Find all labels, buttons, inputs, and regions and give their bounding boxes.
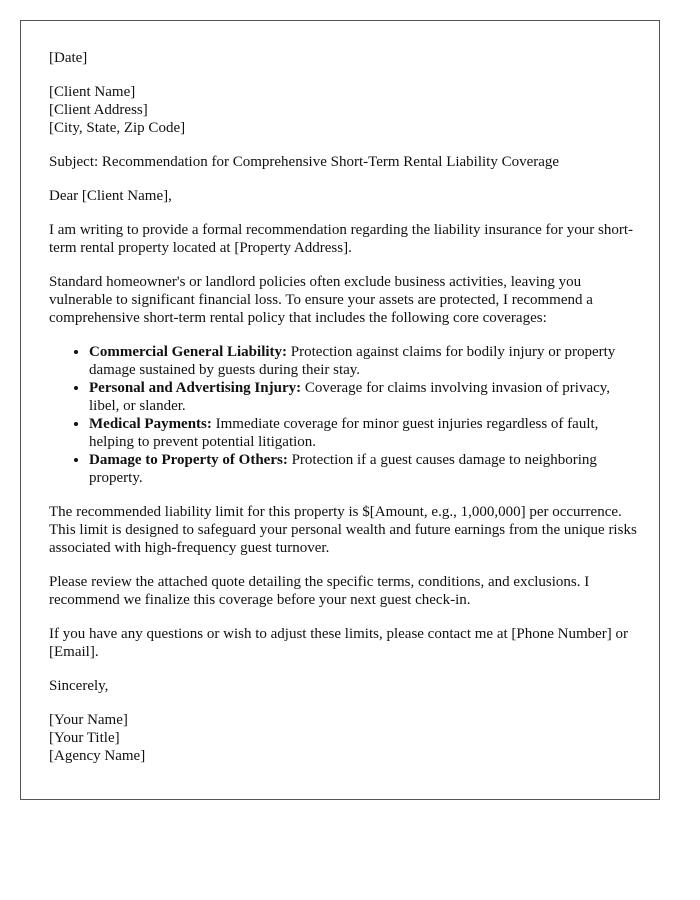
letter-salutation: Dear [Client Name], <box>49 188 172 204</box>
coverage-term: Commercial General Liability: <box>89 344 288 360</box>
letter-frame <box>20 20 660 800</box>
signature-name: [Your Name] <box>49 712 128 728</box>
coverage-item <box>89 451 639 487</box>
letter-date: [Date] <box>49 50 88 66</box>
coverage-item <box>89 415 639 451</box>
signature-block <box>49 711 639 765</box>
recipient-city-state-zip: [City, State, Zip Code] <box>49 120 186 136</box>
coverage-description: Coverage for claims involving invasion of privacy, libel, or slander. <box>89 380 611 414</box>
letter-body <box>49 49 639 781</box>
contact-paragraph: If you have any questions or wish to adjust these limits, please contact me at [Phone Number] or [Email]. <box>49 626 629 660</box>
intro-paragraph: I am writing to provide a formal recommendation regarding the liability insurance for your short-term rental property located at [Property Address]. <box>49 222 633 256</box>
recipient-name: [Client Name] <box>49 84 136 100</box>
coverage-list <box>49 343 639 487</box>
coverage-description: Immediate coverage for minor guest injuries regardless of fault, helping to prevent potential litigation. <box>89 416 599 450</box>
coverage-description: Protection against claims for bodily injury or property damage sustained by guests during their stay. <box>89 344 616 378</box>
recipient-block <box>49 83 639 137</box>
coverage-term: Personal and Advertising Injury: <box>89 380 302 396</box>
signature-title: [Your Title] <box>49 730 120 746</box>
signature-agency: [Agency Name] <box>49 748 146 764</box>
letter-closing: Sincerely, <box>49 678 109 694</box>
context-paragraph: Standard homeowner's or landlord policies often exclude business activities, leaving you vulnerable to significant financial loss. To ensure your assets are protected, I recommend a comprehensive short-term rental policy that includes the following core coverages: <box>49 274 593 326</box>
letter-subject: Subject: Recommendation for Comprehensive Short-Term Rental Liability Coverage <box>49 154 560 170</box>
coverage-item <box>89 379 639 415</box>
coverage-term: Medical Payments: <box>89 416 212 432</box>
coverage-term: Damage to Property of Others: <box>89 452 288 468</box>
review-paragraph: Please review the attached quote detailing the specific terms, conditions, and exclusions. I recommend we finalize this coverage before your next guest check-in. <box>49 574 590 608</box>
limit-paragraph: The recommended liability limit for this property is $[Amount, e.g., 1,000,000] per occurrence. This limit is designed to safeguard your personal wealth and future earnings from the unique risks associated with high-frequency guest turnover. <box>49 504 637 556</box>
coverage-item <box>89 343 639 379</box>
recipient-address: [Client Address] <box>49 102 148 118</box>
coverage-description: Protection if a guest causes damage to neighboring property. <box>89 452 597 486</box>
